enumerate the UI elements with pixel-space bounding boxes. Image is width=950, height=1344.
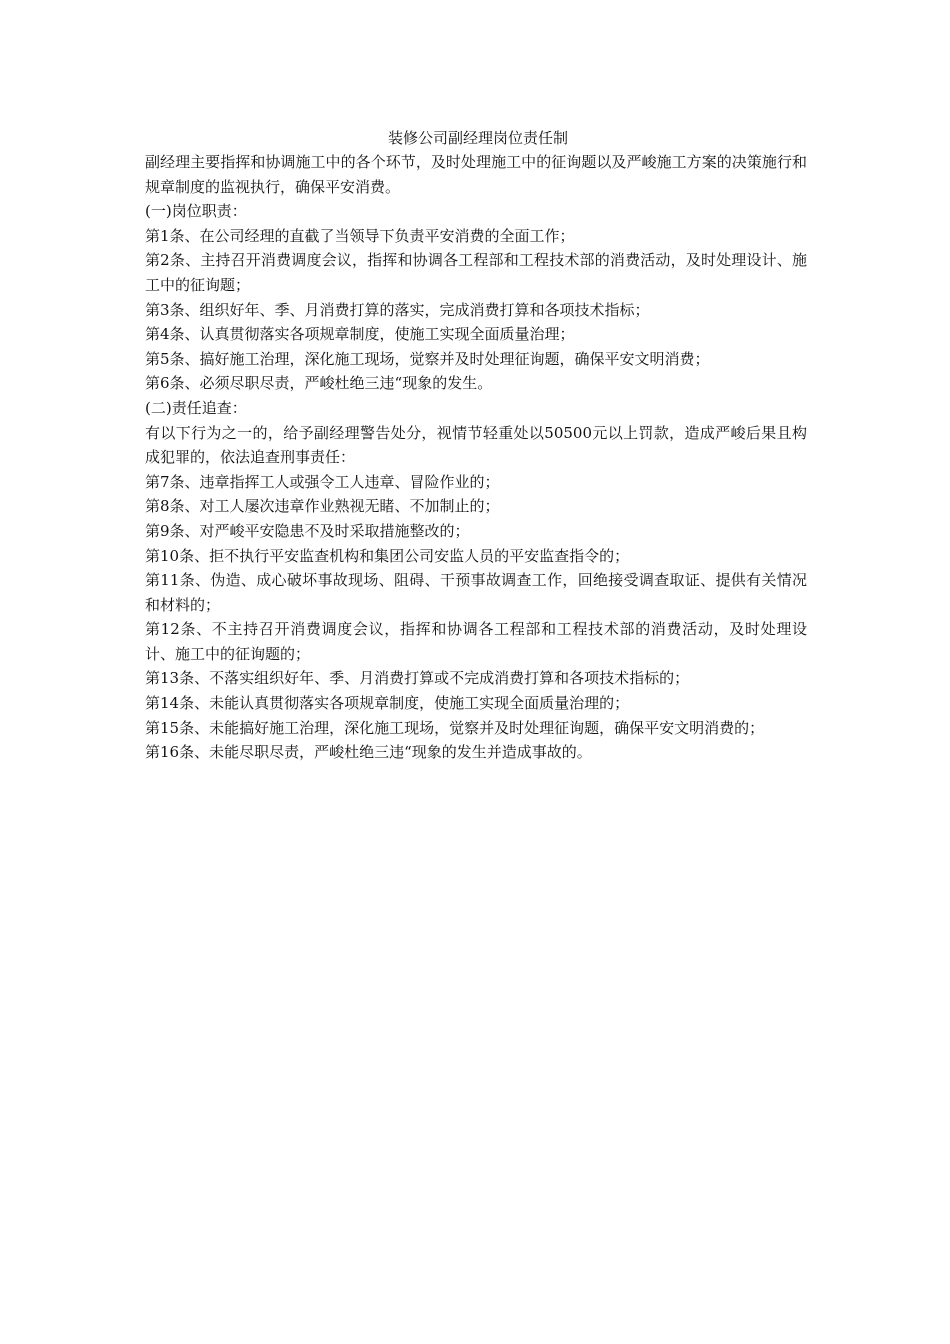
article-15: 第15条、未能搞好施工治理，深化施工现场，觉察并及时处理征询题，确保平安文明消费的； xyxy=(145,718,765,737)
article-7: 第7条、违章指挥工人或强令工人违章、冒险作业的； xyxy=(145,472,500,491)
article-14: 第14条、未能认真贯彻落实各项规章制度，使施工实现全面质量治理的； xyxy=(145,694,630,713)
article-11: 第11条、伪造、成心破坏事故现场、阻碍、干预事故调查工作，回绝接受调查取证、提供有关情况和材料的； xyxy=(145,571,807,614)
article-13: 第13条、不落实组织好年、季、月消费打算或不完成消费打算和各项技术指标的； xyxy=(145,669,690,688)
article-6: 第6条、必须尽职尽责，严峻杜绝三违“现象的发生。 xyxy=(145,374,493,393)
article-10: 第10条、拒不执行平安监查机构和集团公司安监人员的平安监查指令的； xyxy=(145,546,630,565)
article-2: 第2条、主持召开消费调度会议，指挥和协调各工程部和工程技术部的消费活动，及时处理设计、施工中的征询题； xyxy=(145,251,807,294)
accountability-intro: 有以下行为之一的，给予副经理警告处分，视情节轻重处以50500元以上罚款，造成严峻后果且构成犯罪的，依法追查刑事责任： xyxy=(145,423,807,467)
document-title: 装修公司副经理岗位责任制 xyxy=(387,129,568,147)
article-12: 第12条、不主持召开消费调度会议，指挥和协调各工程部和工程技术部的消费活动，及时处理设计、施工中的征询题的； xyxy=(145,620,807,663)
article-5: 第5条、搞好施工治理，深化施工现场，觉察并及时处理征询题，确保平安文明消费； xyxy=(145,349,710,368)
article-9: 第9条、对严峻平安隐患不及时采取措施整改的； xyxy=(145,521,470,540)
article-8: 第8条、对工人屡次违章作业熟视无睹、不加制止的； xyxy=(145,497,500,516)
document-page xyxy=(145,126,807,765)
article-4: 第4条、认真贯彻落实各项规章制度，使施工实现全面质量治理； xyxy=(145,325,575,344)
article-16: 第16条、未能尽职尽责，严峻杜绝三违“现象的发生并造成事故的。 xyxy=(145,743,592,762)
section-heading-accountability: (二)责任追查： xyxy=(145,398,247,417)
intro-paragraph: 副经理主要指挥和协调施工中的各个环节，及时处理施工中的征询题以及严峻施工方案的决策施行和规章制度的监视执行，确保平安消费。 xyxy=(145,153,807,196)
section-heading-duties: (一)岗位职责： xyxy=(145,202,247,221)
article-1: 第1条、在公司经理的直截了当领导下负责平安消费的全面工作； xyxy=(145,226,575,245)
article-3: 第3条、组织好年、季、月消费打算的落实，完成消费打算和各项技术指标； xyxy=(145,300,650,319)
